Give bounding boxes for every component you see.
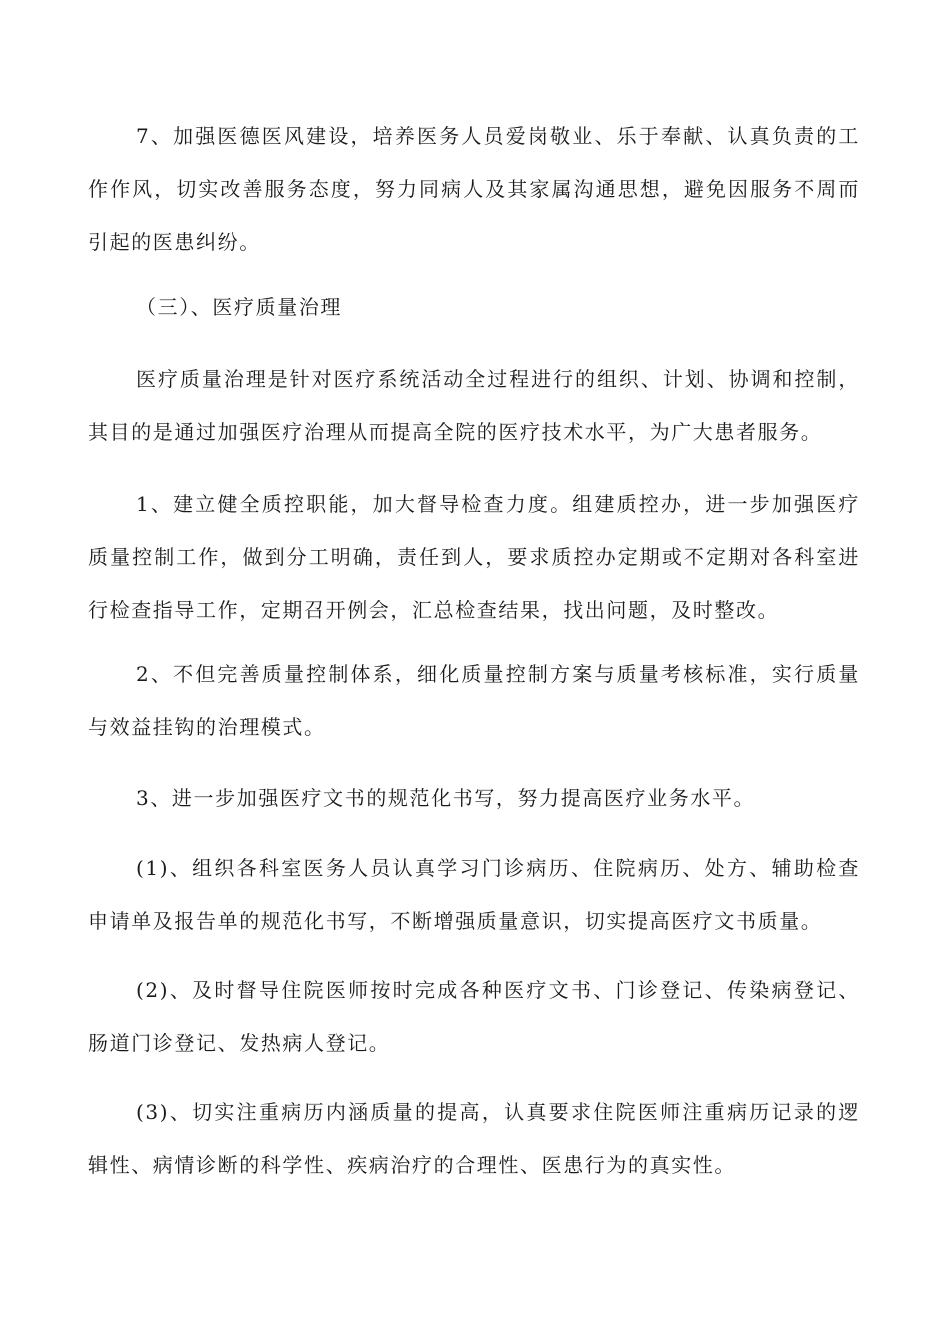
paragraph-item-1: 1、建立健全质控职能，加大督导检查力度。组建质控办，进一步加强医疗质量控制工作，做到分工明确，责任到人，要求质控办定期或不定期对各科室进行检查指导工作，定期召开例会，汇总检查结果，找出问题，及时整改。 [88,492,860,622]
paragraph-subitem-1: (1)、组织各科室医务人员认真学习门诊病历、住院病历、处方、辅助检查申请单及报告单的规范化书写，不断增强质量意识，切实提高医疗文书质量。 [88,856,860,933]
section-heading-quality-management: （三）、医疗质量治理 [136,295,342,319]
paragraph-subitem-2: (2)、及时督导住院医师按时完成各种医疗文书、门诊登记、传染病登记、肠道门诊登记、发热病人登记。 [88,978,860,1055]
paragraph-medical-ethics: 7、加强医德医风建设，培养医务人员爱岗敬业、乐于奉献、认真负责的工作作风，切实改善服务态度，努力同病人及其家属沟通思想，避免因服务不周而引起的医患纠纷。 [88,124,860,254]
paragraph-item-2: 2、不但完善质量控制体系，细化质量控制方案与质量考核标准，实行质量与效益挂钩的治理模式。 [88,662,860,739]
paragraph-quality-definition: 医疗质量治理是针对医疗系统活动全过程进行的组织、计划、协调和控制，其目的是通过加强医疗治理从而提高全院的医疗技术水平，为广大患者服务。 [88,367,860,444]
paragraph-item-3: 3、进一步加强医疗文书的规范化书写，努力提高医疗业务水平。 [136,786,756,810]
paragraph-subitem-3: (3)、切实注重病历内涵质量的提高，认真要求住院医师注重病历记录的逻辑性、病情诊断的科学性、疾病治疗的合理性、医患行为的真实性。 [88,1100,860,1177]
